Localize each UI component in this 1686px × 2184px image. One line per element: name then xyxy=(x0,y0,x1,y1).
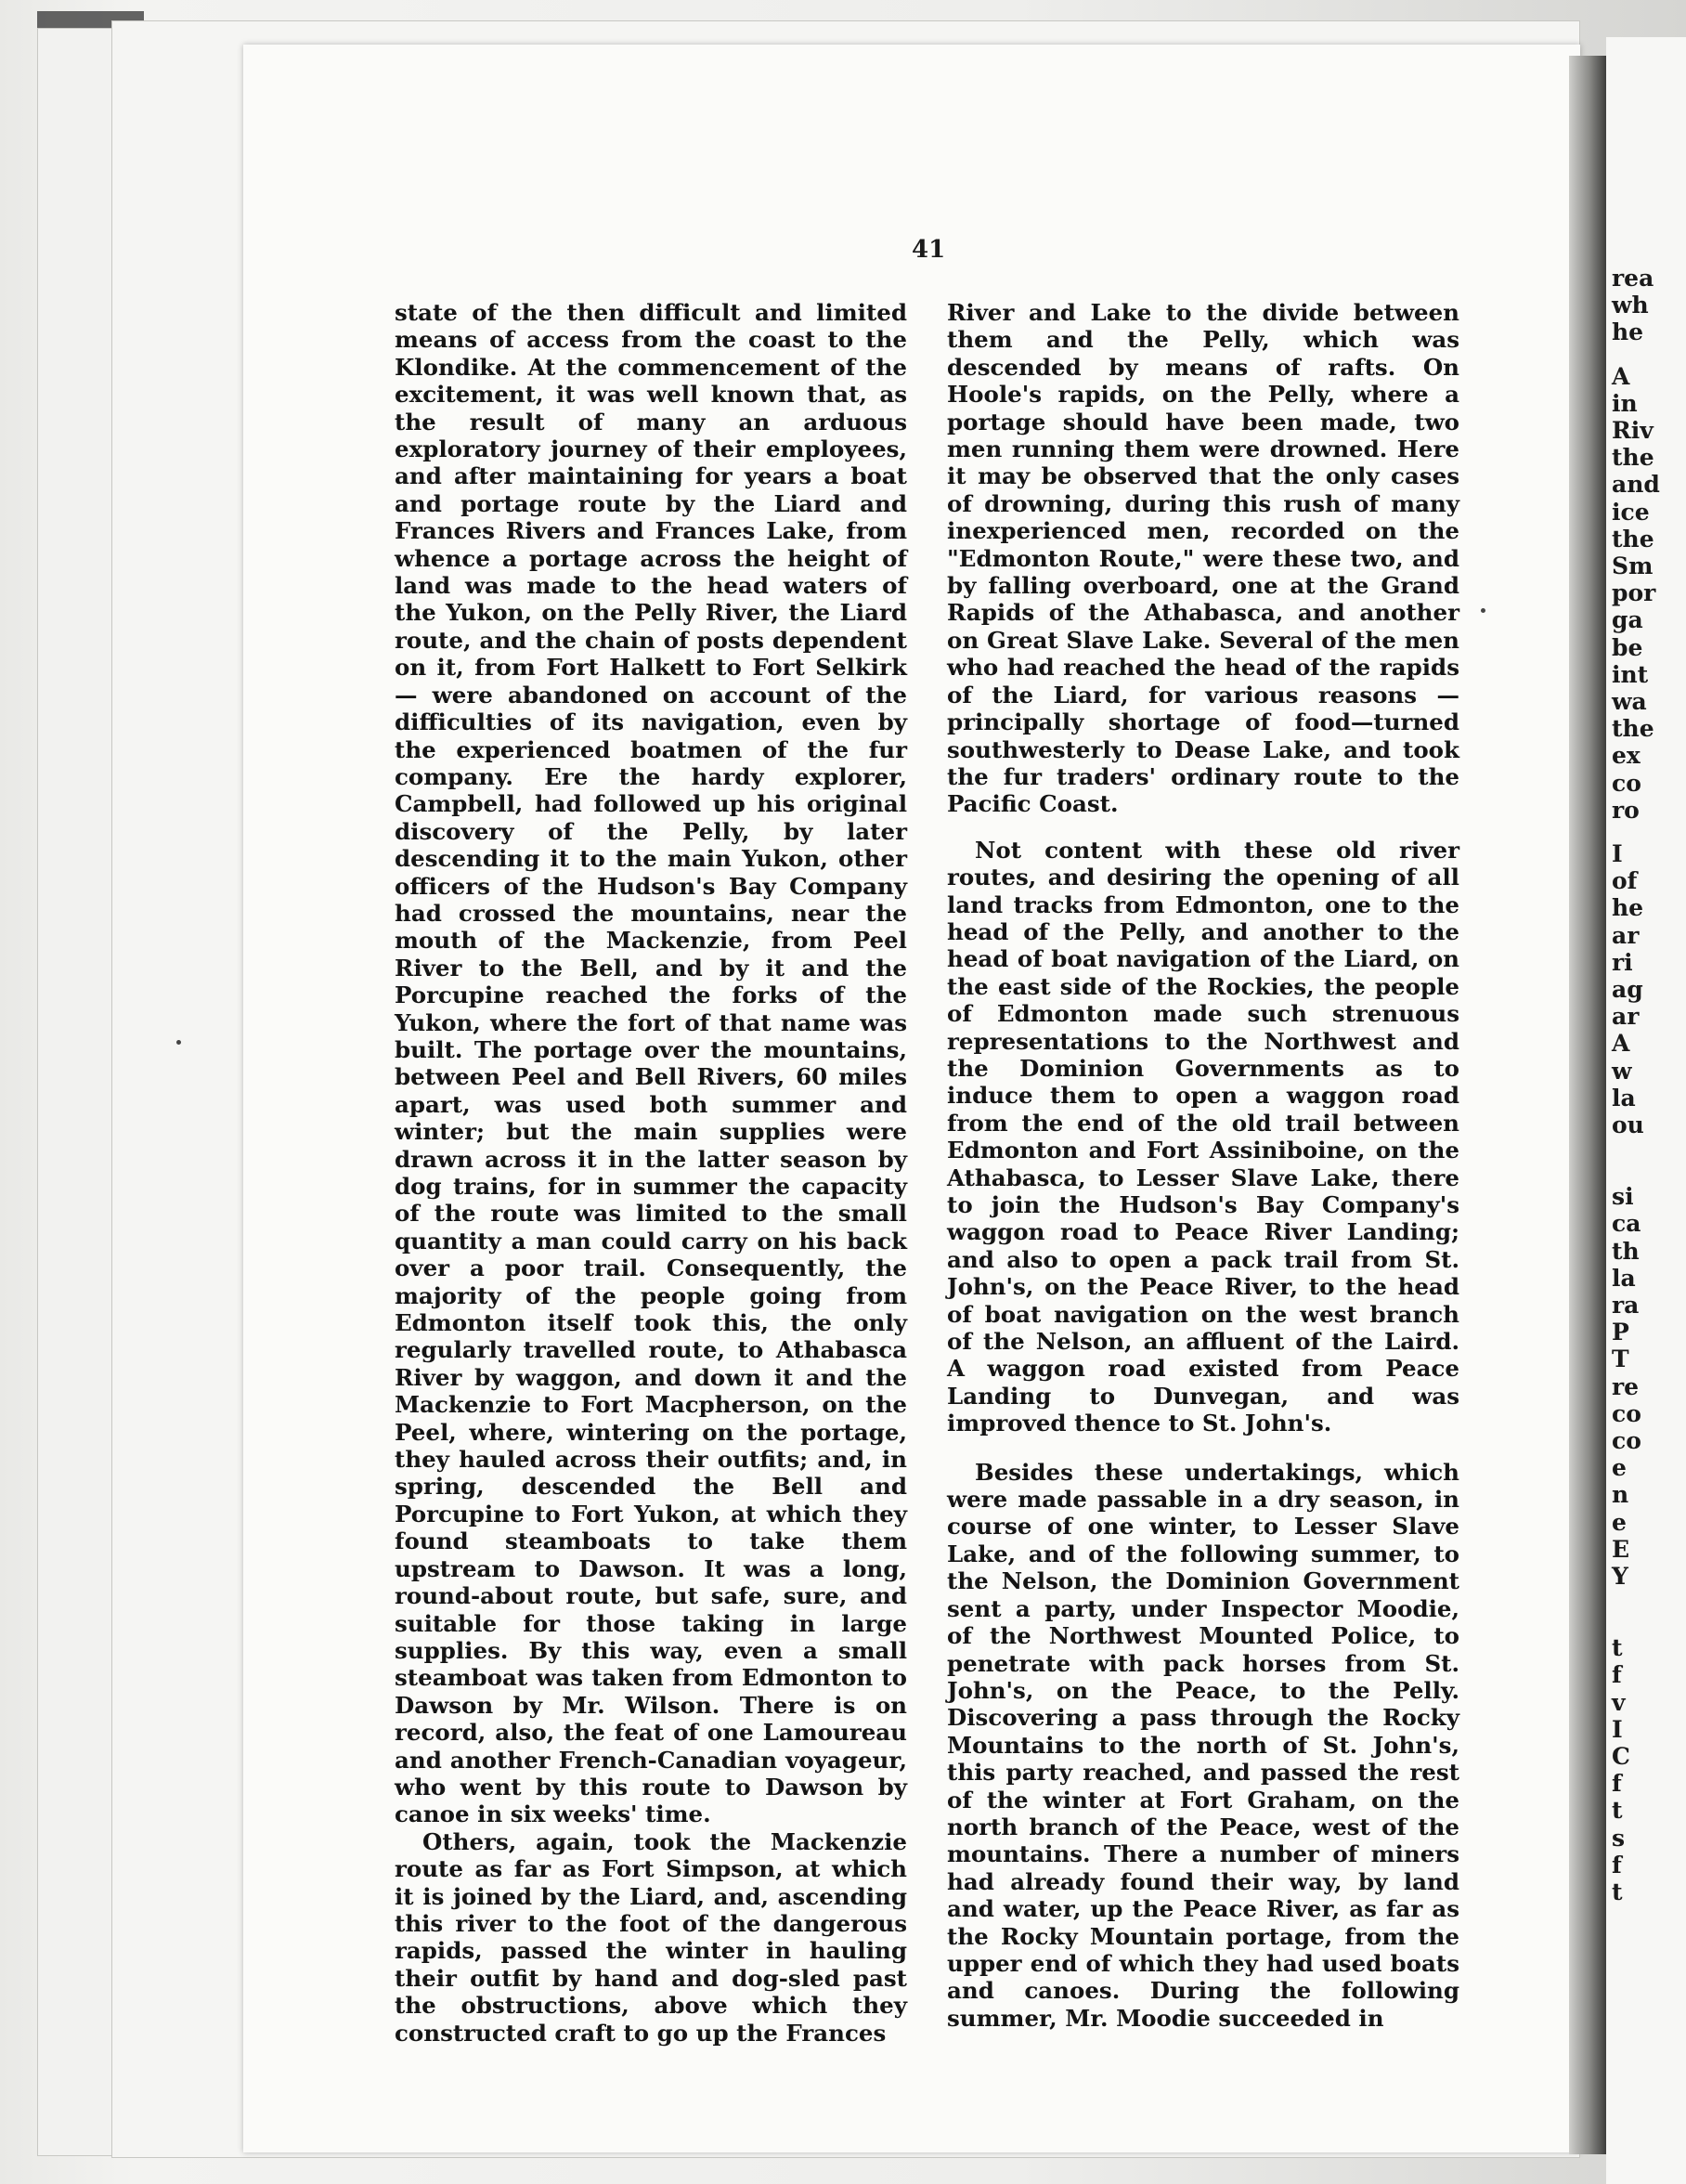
next-page-text-fragment: f xyxy=(1612,1851,1622,1878)
next-page-text-fragment: he xyxy=(1612,318,1644,346)
next-page-text-fragment: ag xyxy=(1612,976,1643,1003)
paragraph: Not content with these old river routes, and desiring the opening of all land tracks from Edmonton, one to the head of the Pelly, and another to the head of boat navigation of the Liard, on the east side of the Rockies, the people of Edmonton made such strenuous representations to the Northwest and the Dominion Governments as to induce them to open a waggon road from the end of the old trail between Edmonton and Fort Assiniboine, on the Athabasca, to Lesser Slave Lake, there to join the Hudson's Bay Company's waggon road to Peace River Landing; and also to open a pack trail from St. John's, on the Peace River, to the head of boat navigation on the west branch of the Nelson, an affluent of the Laird. A waggon road existed from Peace Landing to Dunvegan, and was improved thence to St. John's. xyxy=(947,836,1459,1437)
next-page-text-fragment: s xyxy=(1612,1824,1626,1852)
next-page-text-fragment: A xyxy=(1612,1030,1630,1058)
next-page-text-fragment: w xyxy=(1612,1057,1632,1085)
right-column xyxy=(947,299,1459,2032)
next-page-text-fragment: wa xyxy=(1612,688,1647,715)
next-page-text-fragment: por xyxy=(1612,579,1656,607)
next-page-text-fragment: si xyxy=(1612,1183,1634,1211)
next-page-text-fragment: of xyxy=(1612,867,1638,895)
page-gutter xyxy=(1569,56,1606,2154)
next-page-text-fragment: ca xyxy=(1612,1210,1641,1238)
scan-speck xyxy=(176,1040,181,1045)
next-page-text-fragment: t xyxy=(1612,1797,1623,1825)
next-page-text-fragment: ar xyxy=(1612,1003,1640,1031)
next-page-text-fragment: he xyxy=(1612,894,1644,922)
next-page-text-fragment: ri xyxy=(1612,948,1633,976)
next-page-text-fragment: Sm xyxy=(1612,552,1654,579)
left-column xyxy=(395,299,907,2047)
page-number: 41 xyxy=(912,236,946,264)
next-page-text-fragment: e xyxy=(1612,1454,1627,1482)
next-page-text-fragment: I xyxy=(1612,840,1623,867)
scan-speck xyxy=(1481,608,1485,613)
next-page-text-fragment: E xyxy=(1612,1535,1630,1563)
next-page-text-fragment: co xyxy=(1612,769,1641,797)
next-page-text-fragment: f xyxy=(1612,1661,1622,1689)
next-page-text-fragment: the xyxy=(1612,444,1654,472)
next-page-text-fragment: la xyxy=(1612,1264,1636,1292)
next-page-text-fragment: rea xyxy=(1612,265,1654,292)
next-page-text-fragment: A xyxy=(1612,362,1630,390)
next-page-text-fragment: I xyxy=(1612,1715,1623,1743)
next-page-text-fragment: int xyxy=(1612,660,1649,688)
next-page-text-fragment: la xyxy=(1612,1084,1636,1112)
next-page-text-fragment: t xyxy=(1612,1634,1623,1662)
next-page-text-fragment: wh xyxy=(1612,292,1649,319)
next-page-text-fragment: co xyxy=(1612,1427,1641,1454)
next-page-text-fragment: the xyxy=(1612,715,1654,743)
next-page-text-fragment: f xyxy=(1612,1770,1622,1798)
next-page-text-fragment: th xyxy=(1612,1237,1640,1265)
next-page-text-fragment: T xyxy=(1612,1346,1629,1373)
paragraph: River and Lake to the divide between them and the Pelly, which was descended by means of rafts. On Hoole's rapids, on the Pelly, where a portage should have been made, two men running them were drowned. Here it may be observed that the only cases of drowning, during this rush of many inexperienced men, recorded on the "Edmonton Route," were these two, and by falling overboard, one at the Grand Rapids of the Athabasca, and another on Great Slave Lake. Several of the men who had reached the head of the rapids of the Liard, for various reasons —principally shortage of food—turned southwesterly to Dease Lake, and took the fur traders' ordinary route to the Pacific Coast. xyxy=(947,299,1459,818)
next-page-text-fragment: ou xyxy=(1612,1112,1644,1138)
next-page-text-fragment: C xyxy=(1612,1743,1630,1770)
next-page-text-fragment: n xyxy=(1612,1481,1629,1509)
next-page-text-fragment: re xyxy=(1612,1372,1640,1400)
next-page-edge xyxy=(1606,37,1686,2184)
paragraph: state of the then difficult and limited means of access from the coast to the Klondike. At the commencement of the excitement, it was well known that, as the result of many an arduous exploratory journey of their employees, and after maintaining for years a boat and portage route by the Liard and Frances Rivers and Frances Lake, from whence a portage across the height of land was made to the head waters of the Yukon, on the Pelly River, the Liard route, and the chain of posts dependent on it, from Fort Halkett to Fort Selkirk — were abandoned on account of the difficulties of its navigation, even by the experienced boatmen of the fur company. Ere the hardy explorer, Campbell, had followed up his original discovery of the Pelly, by later descending it to the main Yukon, other officers of the Hudson's Bay Company had crossed the mountains, near the mouth of the Mackenzie, from Peel River to the Bell, and by it and the Porcupine reached the forks of the Yukon, where the fort of that name was built. The portage over the mountains, between Peel and Bell Rivers, 60 miles apart, was used both summer and winter; but the main supplies were drawn across it in the latter season by dog trains, for in summer the capacity of the route was limited to the small quantity a man could carry on his back over a poor trail. Consequently, the majority of the people going from Edmonton itself took this, the only regularly travelled route, to Athabasca River by waggon, and down it and the Mackenzie to Fort Macpherson, on the Peel, where, wintering on the portage, they hauled across their outfits; and, in spring, descended the Bell and Porcupine to Fort Yukon, at which they found steamboats to take them upstream to Dawson. It was a long, round-about route, but safe, sure, and suitable for those taking in large supplies. By this way, even a small steamboat was taken from Edmonton to Dawson by Mr. Wilson. There is on record, also, the feat of one Lamoureau and another French-Canadian voyageur, who went by this route to Dawson by canoe in six weeks' time. xyxy=(395,299,907,1828)
next-page-text-fragment: v xyxy=(1612,1688,1626,1716)
next-page-text-fragment: P xyxy=(1612,1319,1629,1346)
paragraph: Besides these undertakings, which were made passable in a dry season, in course of one winter, to Lesser Slave Lake, and of the following summer, to the Nelson, the Dominion Government sent a party, under Inspector Moodie, of the Northwest Mounted Police, to penetrate with pack horses from St. John's, on the Peace, to the Pelly. Discovering a pass through the Rocky Mountains to the north of St. John's, this party reached, and passed the rest of the winter at Fort Graham, on the north branch of the Peace, west of the mountains. There a number of miners had already found their way, by land and water, up the Peace River, as far as the Rocky Mountain portage, from the upper end of which they had used boats and canoes. During the following summer, Mr. Moodie succeeded in xyxy=(947,1458,1459,2032)
next-page-text-fragment: ex xyxy=(1612,742,1641,770)
next-page-text-fragment: ro xyxy=(1612,796,1640,824)
next-page-text-fragment: the xyxy=(1612,525,1654,552)
next-page-text-fragment: ra xyxy=(1612,1292,1640,1319)
paragraph: Others, again, took the Mackenzie route as far as Fort Simpson, at which it is joined by the Liard, and, ascending this river to the foot of the dangerous rapids, passed the winter in hauling their outfit by hand and dog-sled past the obstructions, above which they constructed craft to go up the Frances xyxy=(395,1827,907,2047)
next-page-text-fragment: and xyxy=(1612,471,1660,499)
next-page-text-fragment: Riv xyxy=(1612,417,1654,444)
next-page-text-fragment: t xyxy=(1612,1878,1623,1905)
next-page-text-fragment: be xyxy=(1612,633,1643,661)
next-page-text-fragment: in xyxy=(1612,389,1638,417)
next-page-text-fragment: ice xyxy=(1612,498,1650,526)
next-page-text-fragment: ga xyxy=(1612,606,1643,634)
next-page-text-fragment: Y xyxy=(1612,1563,1628,1590)
next-page-text-fragment: e xyxy=(1612,1508,1627,1536)
next-page-text-fragment: ar xyxy=(1612,921,1640,949)
next-page-text-fragment: co xyxy=(1612,1399,1641,1427)
